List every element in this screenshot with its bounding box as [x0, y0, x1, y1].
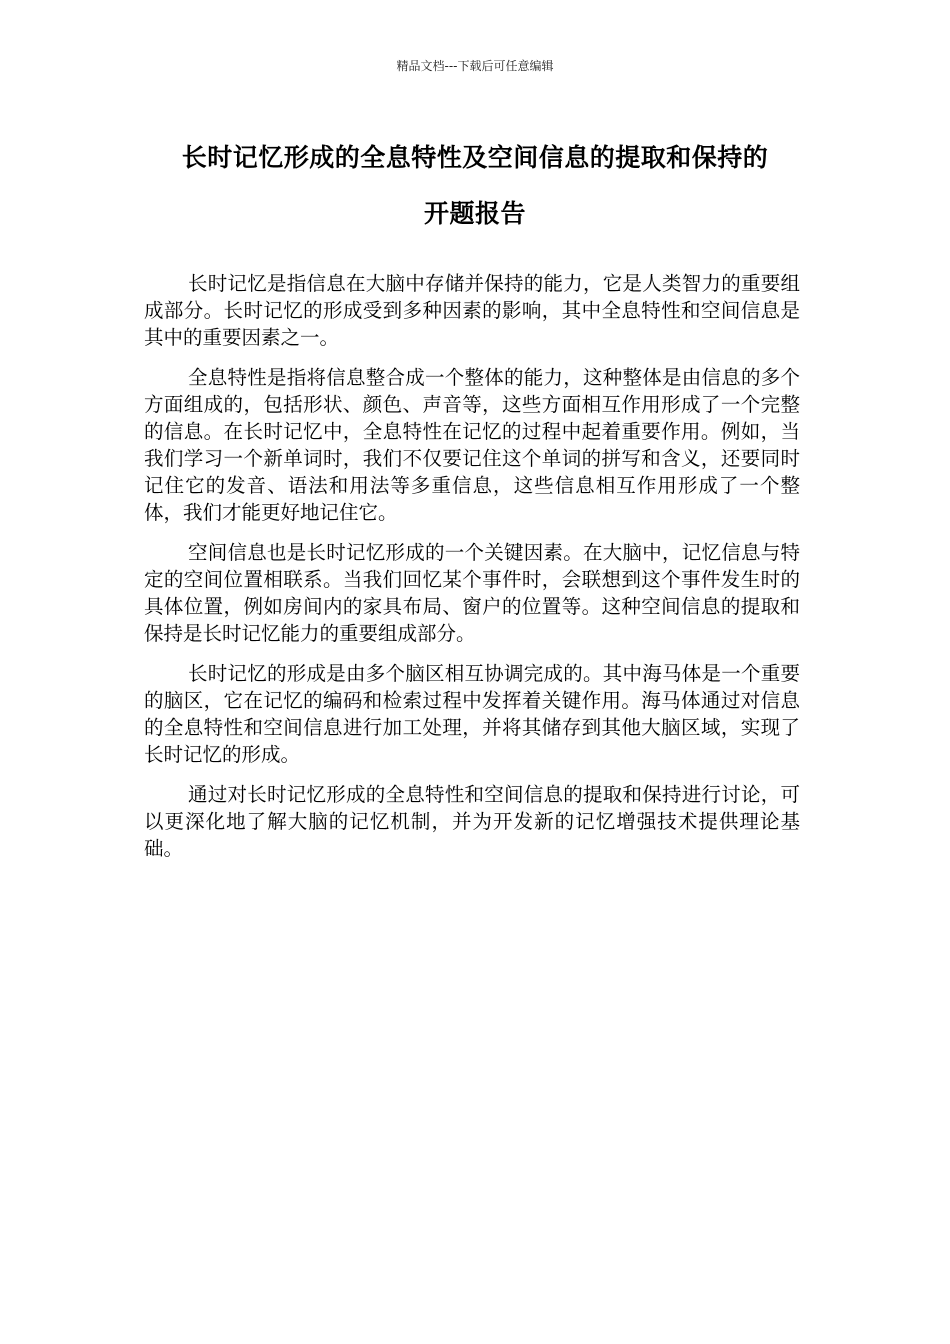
- document-title-line-1: 长时记忆形成的全息特性及空间信息的提取和保持的: [181, 143, 769, 172]
- document-title: [140, 130, 810, 242]
- paragraph-5: 通过对长时记忆形成的全息特性和空间信息的提取和保持进行讨论，可以更深化地了解大脑的记忆机制，并为开发新的记忆增强技术提供理论基础。: [144, 783, 800, 860]
- paragraph-1: 长时记忆是指信息在大脑中存储并保持的能力，它是人类智力的重要组成部分。长时记忆的形成受到多种因素的影响，其中全息特性和空间信息是其中的重要因素之一。: [144, 272, 800, 349]
- document-title-line-2: 开题报告: [423, 199, 526, 228]
- document-body: [144, 270, 800, 875]
- paragraph-4: 长时记忆的形成是由多个脑区相互协调完成的。其中海马体是一个重要的脑区，它在记忆的编码和检索过程中发挥着关键作用。海马体通过对信息的全息特性和空间信息进行加工处理，并将其储存到其他大脑区域，实现了长时记忆的形成。: [144, 662, 800, 766]
- header-note: 精品文档---下载后可任意编辑: [396, 59, 554, 73]
- paragraph-2: 全息特性是指将信息整合成一个整体的能力，这种整体是由信息的多个方面组成的，包括形状、颜色、声音等，这些方面相互作用形成了一个完整的信息。在长时记忆中，全息特性在记忆的过程中起着重要作用。例如，当我们学习一个新单词时，我们不仅要记住这个单词的拼写和含义，还要同时记住它的发音、语法和用法等多重信息，这些信息相互作用形成了一个整体，我们才能更好地记住它。: [144, 366, 800, 524]
- paragraph-3: 空间信息也是长时记忆形成的一个关键因素。在大脑中，记忆信息与特定的空间位置相联系。当我们回忆某个事件时，会联想到这个事件发生时的具体位置，例如房间内的家具布局、窗户的位置等。这种空间信息的提取和保持是长时记忆能力的重要组成部分。: [144, 541, 800, 645]
